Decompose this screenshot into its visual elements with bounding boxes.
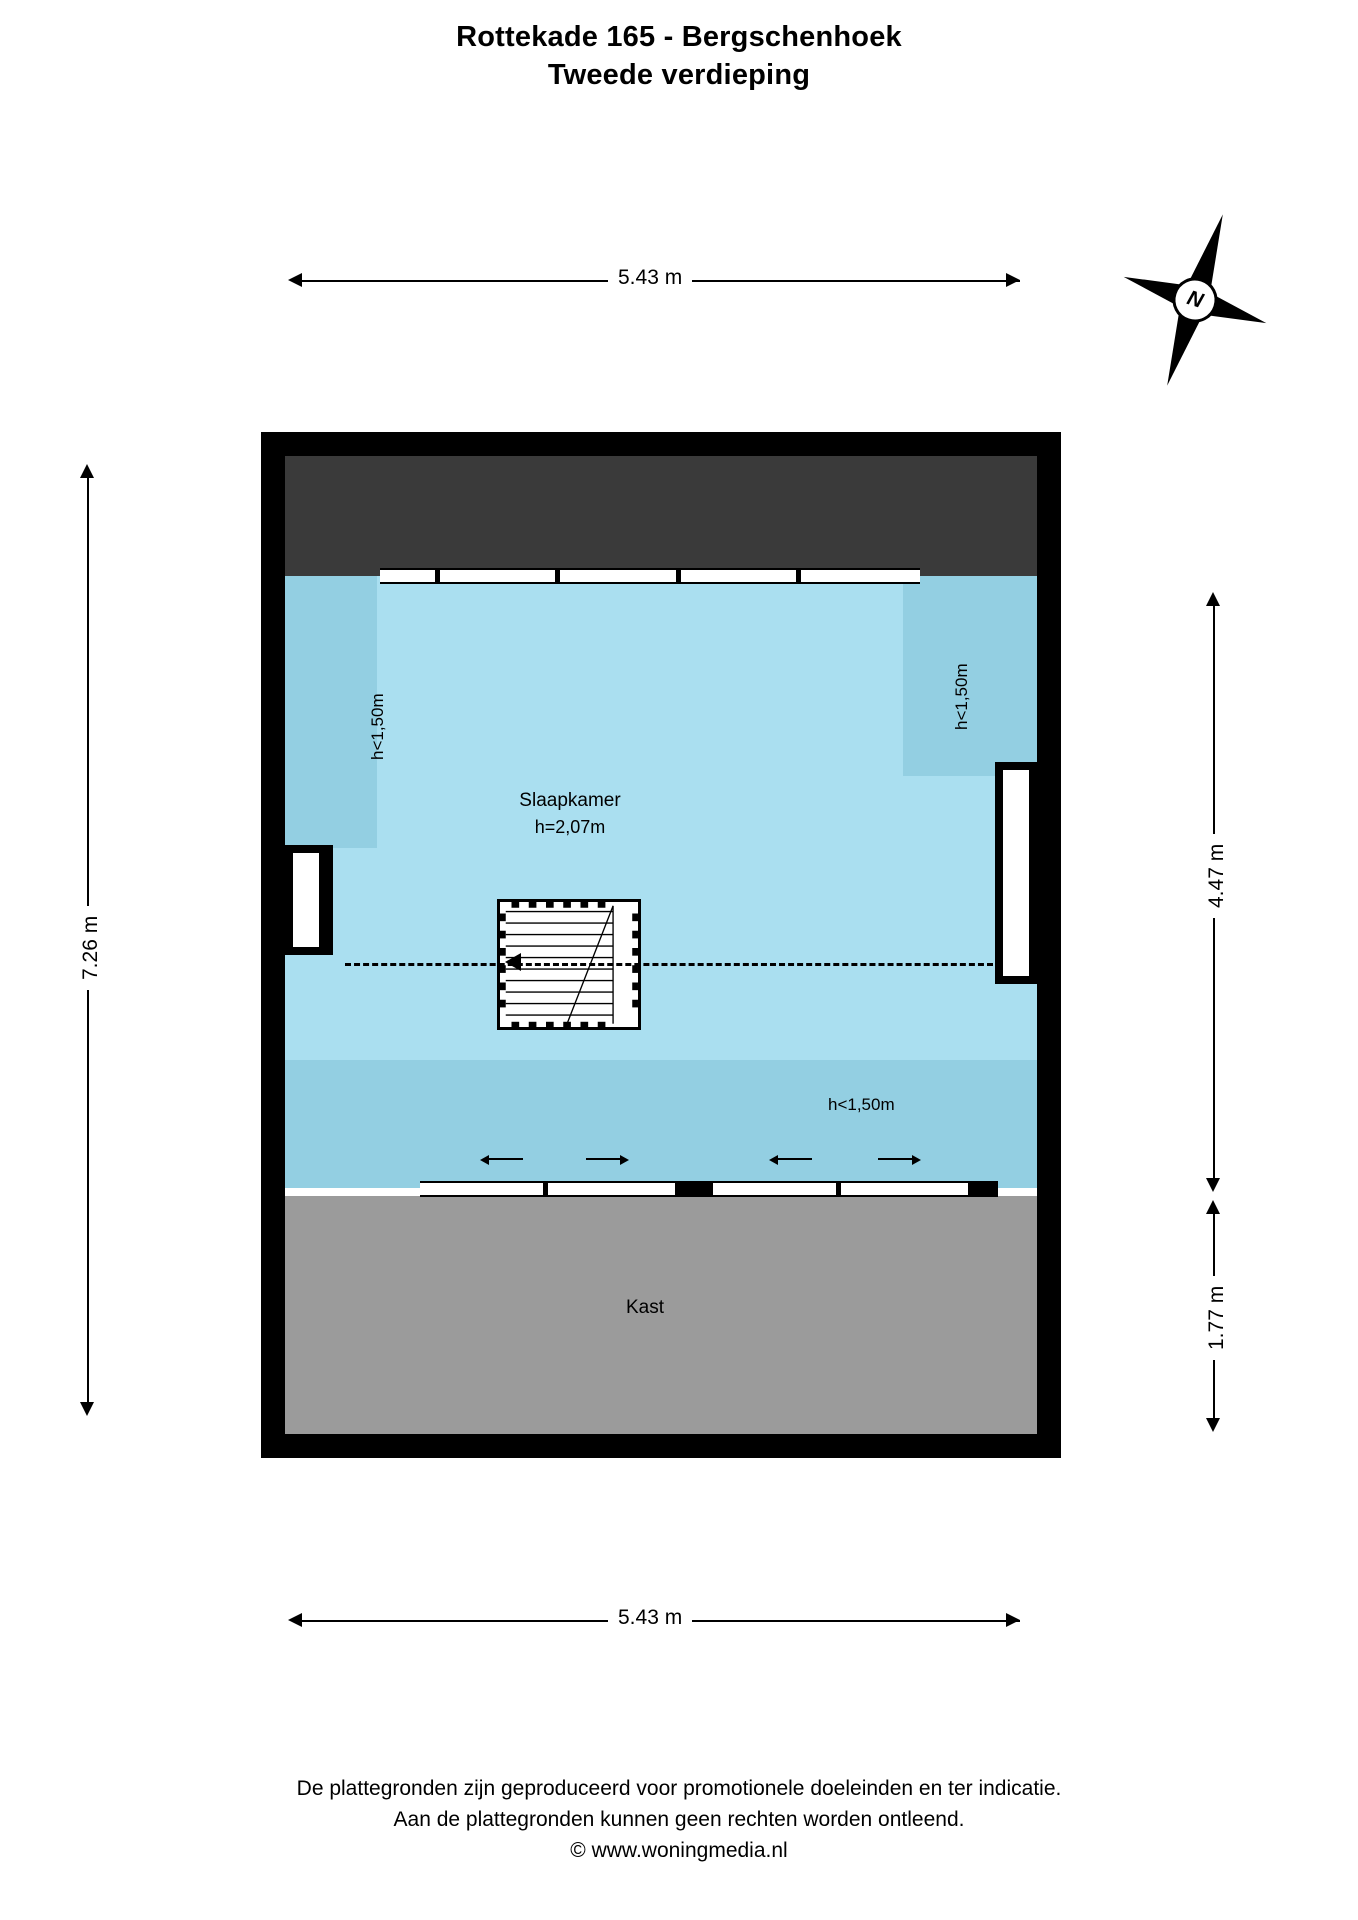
room-name-slaapkamer: Slaapkamer xyxy=(519,790,621,811)
wall-segment-right xyxy=(968,1181,998,1197)
arrow-left-1 xyxy=(489,1158,523,1160)
low-ceiling-note-right: h<1,50m xyxy=(952,663,971,730)
low-ceiling-zone-bottom xyxy=(285,1060,1037,1188)
arrow-left-2 xyxy=(778,1158,812,1160)
north-arrow-icon xyxy=(1120,210,1270,390)
dimension-left-height-label: 7.26 m xyxy=(79,906,103,990)
disclaimer-line-1: De plattegronden zijn geproduceerd voor promotionele doeleinden en ter indicatie. xyxy=(296,1777,1062,1800)
arrow-right-1 xyxy=(586,1158,620,1160)
window-bottom-left xyxy=(420,1181,675,1197)
arrow-right-2 xyxy=(878,1158,912,1160)
wall-stub-right-inner xyxy=(1003,770,1029,976)
room-height-slaapkamer: h=2,07m xyxy=(534,817,606,837)
window-top xyxy=(380,568,920,584)
room-label-kast: Kast xyxy=(625,1297,665,1318)
section-direction-arrow-icon xyxy=(505,953,521,971)
title-address: Rottekade 165 - Bergschenhoek xyxy=(456,21,902,53)
low-ceiling-note-left: h<1,50m xyxy=(368,693,387,760)
disclaimer-footer xyxy=(0,1773,1358,1866)
title-floor: Tweede verdieping xyxy=(547,59,811,91)
low-ceiling-zone-left xyxy=(285,576,377,848)
compass-icon xyxy=(1120,210,1270,390)
compass-north-letter: N xyxy=(1184,286,1206,313)
copyright-line: © www.woningmedia.nl xyxy=(570,1839,788,1862)
section-cut-line xyxy=(345,963,993,966)
room-label-slaapkamer xyxy=(480,788,660,840)
window-bottom-right xyxy=(713,1181,968,1197)
wall-segment-middle xyxy=(675,1181,713,1197)
disclaimer-line-2: Aan de plattegronden kunnen geen rechten worden ontleend. xyxy=(393,1808,965,1831)
dimension-top-width-label: 5.43 m xyxy=(608,266,692,290)
dimension-right-upper-label: 4.47 m xyxy=(1205,834,1229,918)
low-ceiling-note-bottom: h<1,50m xyxy=(828,1095,895,1114)
wall-stub-left-inner xyxy=(293,853,319,947)
roof-void-area xyxy=(285,456,1037,576)
dimension-bottom-width-label: 5.43 m xyxy=(608,1606,692,1630)
dimension-right-lower-label: 1.77 m xyxy=(1205,1276,1229,1360)
